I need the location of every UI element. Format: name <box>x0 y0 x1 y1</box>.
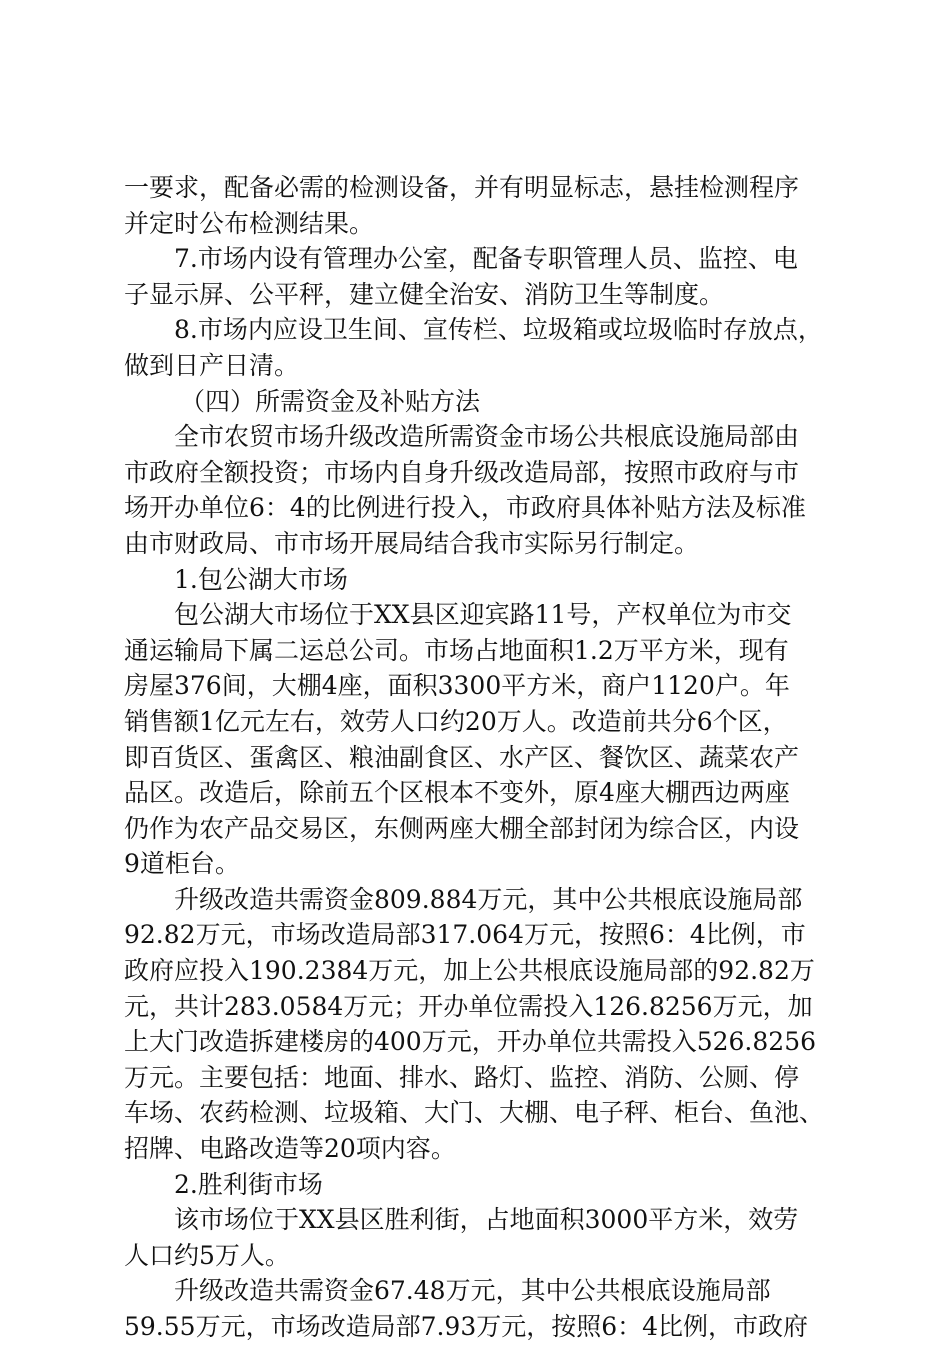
text-line: 车场、农药检测、垃圾箱、大门、大棚、电子秤、柜台、鱼池、 <box>124 1098 825 1128</box>
text-line: 政府应投入190.2384万元，加上公共根底设施局部的92.82万 <box>124 956 815 986</box>
text-line: 仍作为农产品交易区，东侧两座大棚全部封闭为综合区，内设 <box>124 813 800 843</box>
text-line: 市政府全额投资；市场内自身升级改造局部，按照市政府与市 <box>124 457 800 487</box>
text-line: 即百货区、蛋禽区、粮油副食区、水产区、餐饮区、蔬菜农产 <box>124 742 800 772</box>
subsection-heading: 2.胜利街市场 <box>174 1169 323 1199</box>
text-line: 万元。主要包括：地面、排水、路灯、监控、消防、公厕、停 <box>124 1062 800 1092</box>
text-line: 做到日产日清。 <box>124 350 300 380</box>
text-line: 品区。改造后，除前五个区根本不变外，原4座大棚西边两座 <box>124 778 790 808</box>
section-heading: （四）所需资金及补贴方法 <box>180 386 481 416</box>
text-line: 升级改造共需资金809.884万元，其中公共根底设施局部 <box>174 884 803 914</box>
text-line: 7.市场内设有管理办公室，配备专职管理人员、监控、电 <box>174 244 798 274</box>
text-line: 并定时公布检测结果。 <box>124 208 375 238</box>
text-line: 包公湖大市场位于XX县区迎宾路11号，产权单位为市交 <box>174 600 792 630</box>
text-line: 升级改造共需资金67.48万元，其中公共根底设施局部 <box>174 1276 771 1306</box>
text-line: 一要求，配备必需的检测设备，并有明显标志，悬挂检测程序 <box>124 173 800 202</box>
text-line: 房屋376间，大棚4座，面积3300平方米，商户1120户。年 <box>124 671 790 701</box>
text-line: 销售额1亿元左右，效劳人口约20万人。改造前共分6个区， <box>124 706 788 736</box>
text-line: 该市场位于XX县区胜利街，占地面积3000平方米，效劳 <box>174 1205 799 1235</box>
text-line: 由市财政局、市市场开展局结合我市实际另行制定。 <box>124 528 700 558</box>
text-line: 通运输局下属二运总公司。市场占地面积1.2万平方米，现有 <box>124 635 789 665</box>
text-line: 招牌、电路改造等20项内容。 <box>124 1134 456 1164</box>
text-line: 人口约5万人。 <box>124 1240 290 1270</box>
text-line: 8.市场内应设卫生间、宣传栏、垃圾箱或垃圾临时存放点， <box>174 315 823 345</box>
subsection-heading: 1.包公湖大市场 <box>174 564 348 594</box>
text-line: 59.55万元，市场改造局部7.93万元，按照6：4比例，市政府 <box>124 1312 809 1341</box>
text-line: 9道柜台。 <box>124 849 240 879</box>
text-line: 场开办单位6：4的比例进行投入，市政府具体补贴方法及标准 <box>124 493 806 523</box>
text-line: 全市农贸市场升级改造所需资金市场公共根底设施局部由 <box>174 422 800 452</box>
text-line: 元，共计283.0584万元；开办单位需投入126.8256万元，加 <box>124 991 813 1021</box>
document-page <box>124 170 834 1345</box>
text-line: 子显示屏、公平秤，建立健全治安、消防卫生等制度。 <box>124 279 725 309</box>
text-line: 92.82万元，市场改造局部317.064万元，按照6：4比例，市 <box>124 920 806 950</box>
text-line: 上大门改造拆建楼房的400万元，开办单位共需投入526.8256 <box>124 1027 817 1057</box>
